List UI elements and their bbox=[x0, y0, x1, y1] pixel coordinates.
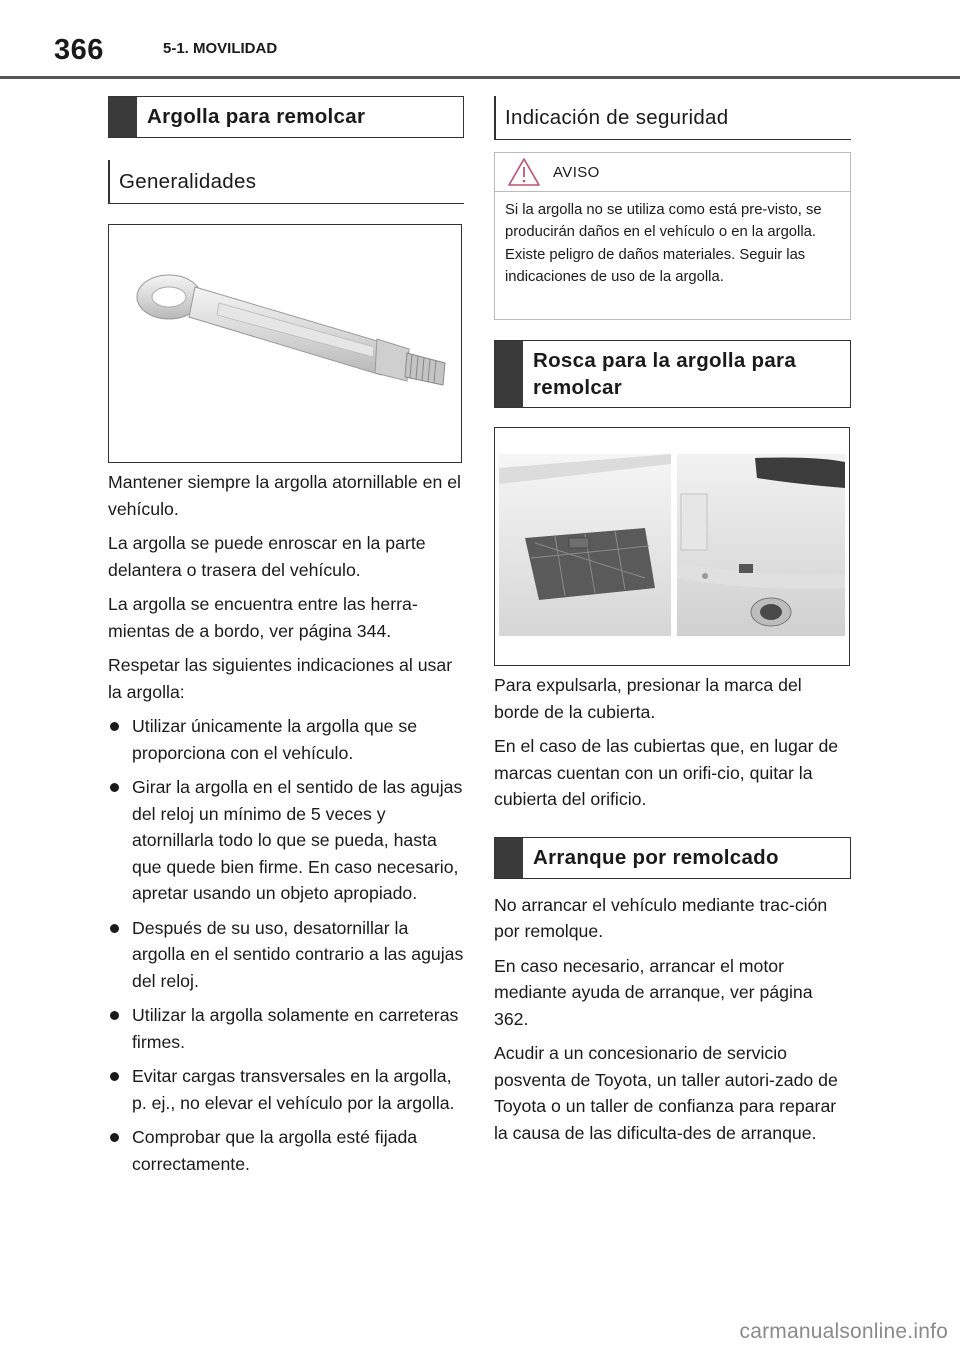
paragraph: Respetar las siguientes indicaciones al usar la argolla: bbox=[108, 655, 453, 702]
list-item-text: Evitar cargas transversales en la argolla, p. ej., no elevar el vehículo por la argolla. bbox=[132, 1066, 455, 1113]
bullet-icon bbox=[110, 924, 119, 933]
section-label: 5-1. MOVILIDAD bbox=[163, 40, 278, 57]
watermark: carmanualsonline.info bbox=[739, 1320, 948, 1343]
section-box-tab bbox=[495, 838, 523, 878]
warning-triangle-icon bbox=[507, 157, 541, 187]
left-column bbox=[108, 96, 464, 1185]
section-box-thread bbox=[494, 340, 851, 408]
bullet-icon bbox=[110, 1133, 119, 1142]
list-item bbox=[108, 915, 464, 995]
paragraph: La argolla se encuentra entre las herra-mientas de a bordo, ver página 344. bbox=[108, 594, 418, 641]
tow-hook-figure bbox=[108, 224, 462, 463]
notice-header bbox=[495, 153, 850, 192]
paragraph: Mantener siempre la argolla atornillable en el vehículo. bbox=[108, 472, 461, 519]
paragraph: En el caso de las cubiertas que, en lugar de marcas cuentan con un orifi-cio, quitar la cubierta del orificio. bbox=[494, 736, 839, 809]
safety-title: Indicación de seguridad bbox=[505, 106, 729, 129]
list-item-text: Girar la argolla en el sentido de las agujas del reloj un mínimo de 5 veces y atornillarla todo lo que se pueda, hasta que quede bien firme. En caso necesario, apretar usando un objeto apropiado. bbox=[132, 777, 463, 903]
subsection-title: Generalidades bbox=[119, 170, 257, 193]
bullet-icon bbox=[110, 783, 119, 792]
header-rule bbox=[0, 76, 960, 79]
section-box-tab bbox=[495, 341, 523, 407]
subsection-heading bbox=[108, 160, 464, 204]
bullet-icon bbox=[110, 722, 119, 731]
list-item bbox=[108, 774, 464, 907]
list-item bbox=[108, 1002, 464, 1055]
tow-hook-illustration bbox=[109, 225, 461, 462]
paragraph: La argolla se puede enroscar en la parte delantera o trasera del vehículo. bbox=[108, 533, 426, 580]
list-item-text: Utilizar la argolla solamente en carreteras firmes. bbox=[132, 1005, 459, 1052]
notice-label: AVISO bbox=[553, 163, 600, 181]
bumper-illustration bbox=[495, 428, 849, 665]
bullet-icon bbox=[110, 1072, 119, 1081]
list-item bbox=[108, 1124, 464, 1177]
instructions-list bbox=[108, 713, 464, 1177]
heading-underline bbox=[108, 203, 464, 204]
list-item bbox=[108, 713, 464, 766]
list-item-text: Comprobar que la argolla esté fijada correctamente. bbox=[132, 1127, 418, 1174]
notice-text: Si la argolla no se utiliza como está pre-visto, se producirán daños en el vehículo o en la argolla. Existe peligro de daños materiales. Seguir las indicaciones de uso de la argolla. bbox=[505, 202, 822, 286]
paragraph: En caso necesario, arrancar el motor mediante ayuda de arranque, ver página 362. bbox=[494, 955, 813, 1029]
bullet-icon bbox=[110, 1011, 119, 1020]
section-box-tow-hook bbox=[108, 96, 464, 138]
section-box-tab bbox=[109, 97, 137, 137]
list-item bbox=[108, 1063, 464, 1116]
bumper-figure bbox=[494, 427, 850, 666]
paragraph: No arrancar el vehículo mediante trac-ción por remolque. bbox=[494, 894, 828, 941]
heading-underline bbox=[494, 139, 851, 140]
right-column bbox=[494, 96, 851, 1146]
section-title: Arranque por remolcado bbox=[533, 845, 779, 869]
page-header bbox=[0, 0, 960, 80]
safety-heading bbox=[494, 96, 851, 140]
section-title: Rosca para la argolla para remolcar bbox=[533, 349, 797, 399]
section-title: Argolla para remolcar bbox=[147, 105, 366, 128]
section-box-tow-start bbox=[494, 837, 851, 879]
list-item-text: Después de su uso, desatornillar la argolla en el sentido contrario a las agujas del reloj. bbox=[132, 917, 464, 991]
paragraph: Acudir a un concesionario de servicio posventa de Toyota, un taller autori-zado de Toyota o un taller de confianza para reparar la causa de las dificulta-des de arranque. bbox=[494, 1043, 838, 1143]
paragraph: Para expulsarla, presionar la marca del borde de la cubierta. bbox=[494, 675, 802, 722]
warning-notice bbox=[494, 152, 851, 320]
list-item-text: Utilizar únicamente la argolla que se proporciona con el vehículo. bbox=[132, 716, 418, 763]
page-number: 366 bbox=[54, 34, 104, 66]
